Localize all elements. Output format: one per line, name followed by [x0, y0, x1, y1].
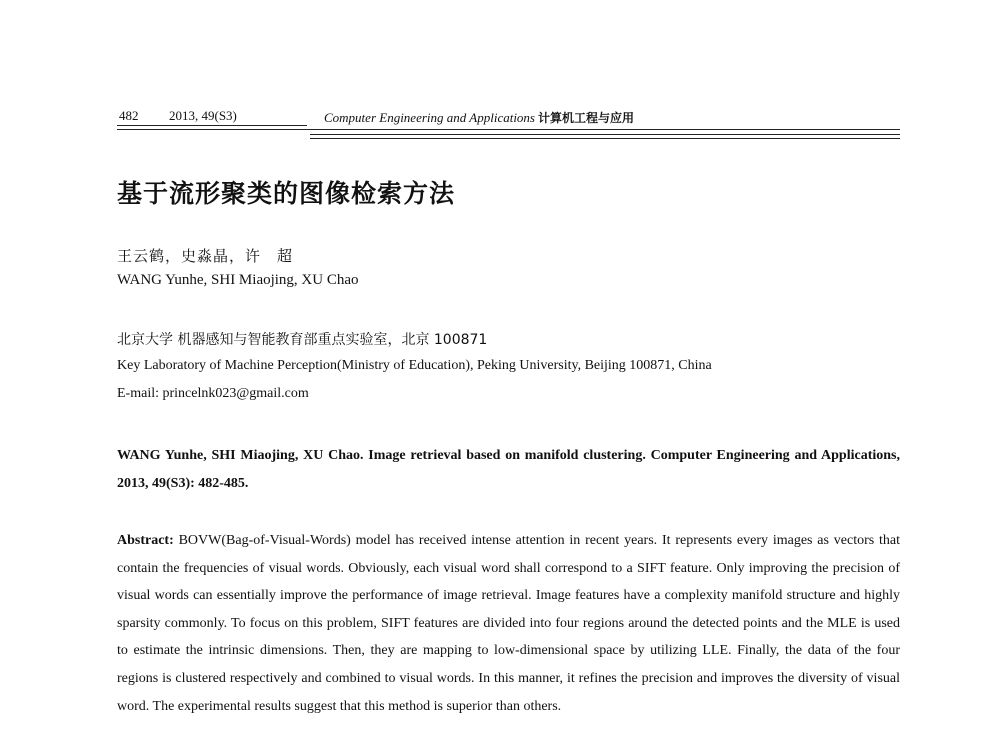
abstract-text: BOVW(Bag-of-Visual-Words) model has received intense attention in recent years. It represents every images as vectors that contain the frequencies of visual words. Obviously, each visual word shall correspond to a SIFT feature. Only improving the precision of visual words can essentially improve the performance of image retrieval. Image features have a complexity manifold structure and highly sparsity commonly. To focus on this problem, SIFT features are divided into four regions around the detected points and the MLE is used to estimate the intrinsic dimensions. Then, they are mapping to low-dimensional space by utilizing LLE. Finally, the data of the four regions is clustered respectively and combined to visual words. In this manner, it refines the precision and improves the diversity of visual word. The experimental results suggest that this method is superior than others. — [117, 533, 901, 714]
volume-issue: 2013, 49(S3) — [169, 108, 237, 123]
journal-name-cn: 计算机工程与应用 — [538, 111, 635, 125]
paper-title-cn: 基于流形聚类的图像检索方法 — [117, 179, 456, 208]
abstract-label: Abstract: — [117, 533, 174, 548]
header-rule-short — [117, 125, 307, 126]
header-rule — [117, 129, 900, 130]
affiliation-cn: 北京大学 机器感知与智能教育部重点实验室，北京 100871 — [117, 332, 488, 348]
journal-name-en: Computer Engineering and Applications — [324, 110, 535, 125]
page-number: 482 — [119, 108, 139, 123]
header-double-rule — [310, 134, 900, 139]
journal-name — [324, 109, 634, 126]
author-email: E-mail: princelnk023@gmail.com — [117, 386, 309, 401]
affiliation-en: Key Laboratory of Machine Perception(Ministry of Education), Peking University, Beijing 100871, China — [117, 358, 712, 373]
abstract — [117, 527, 900, 720]
citation: WANG Yunhe, SHI Miaojing, XU Chao. Image retrieval based on manifold clustering. Computer Engineering and Applications, 2013, 49(S3): 482-485. — [117, 448, 900, 491]
authors-cn: 王云鹤，史淼晶，许 超 — [117, 247, 294, 265]
authors-en: WANG Yunhe, SHI Miaojing, XU Chao — [117, 272, 359, 288]
